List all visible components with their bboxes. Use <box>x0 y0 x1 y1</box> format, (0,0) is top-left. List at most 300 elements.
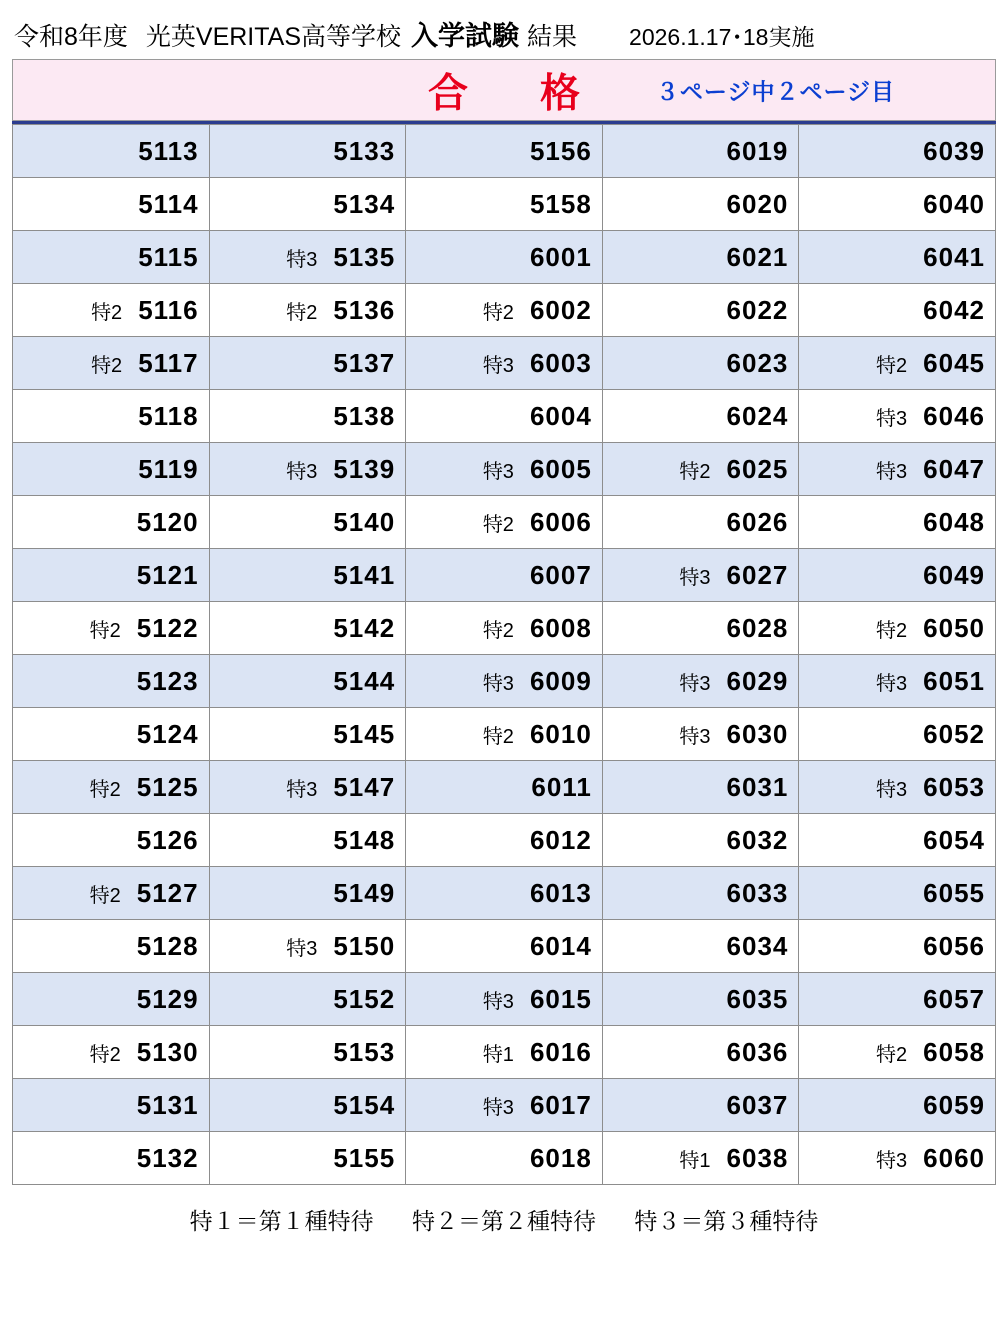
scholarship-tag: 特3 <box>286 937 318 960</box>
table-cell <box>209 1079 406 1132</box>
table-cell <box>799 708 996 761</box>
examinee-number: 6050 <box>923 612 985 643</box>
table-cell <box>799 655 996 708</box>
examinee-number: 6057 <box>923 983 985 1014</box>
examinee-number: 6018 <box>529 1142 592 1173</box>
table-cell <box>602 973 799 1026</box>
table-cell <box>799 284 996 337</box>
examinee-number: 5133 <box>333 135 396 166</box>
examinee-entry <box>799 348 995 379</box>
header-era: 令和8年度 <box>14 23 128 51</box>
examinee-entry <box>406 348 602 379</box>
table-cell <box>13 761 210 814</box>
table-cell <box>799 231 996 284</box>
examinee-entry <box>603 772 799 803</box>
examinee-entry <box>406 878 602 909</box>
examinee-entry <box>210 825 406 856</box>
examinee-number: 5149 <box>333 877 396 908</box>
examinee-entry <box>210 1037 406 1068</box>
table-cell <box>209 602 406 655</box>
examinee-entry <box>406 931 602 962</box>
table-cell <box>602 496 799 549</box>
table-row <box>13 602 996 655</box>
scholarship-tag: 特3 <box>876 778 908 801</box>
examinee-number: 6023 <box>726 347 789 378</box>
examinee-entry <box>13 560 209 591</box>
table-cell <box>799 337 996 390</box>
table-cell <box>602 814 799 867</box>
table-cell <box>799 920 996 973</box>
table-row <box>13 1079 996 1132</box>
examinee-entry <box>799 719 995 750</box>
examinee-entry <box>13 507 209 538</box>
table-row <box>13 867 996 920</box>
examinee-number: 6060 <box>923 1142 985 1173</box>
scholarship-tag: 特2 <box>876 354 908 377</box>
examinee-number: 6003 <box>529 347 592 378</box>
table-cell <box>799 443 996 496</box>
examinee-number: 6055 <box>923 877 985 908</box>
examinee-entry <box>603 242 799 273</box>
table-cell <box>406 443 603 496</box>
examinee-number: 5121 <box>136 559 199 590</box>
examinee-entry <box>799 613 995 644</box>
table-cell <box>799 602 996 655</box>
examinee-number: 5120 <box>136 506 199 537</box>
table-cell <box>209 920 406 973</box>
table-row <box>13 708 996 761</box>
examinee-number: 5142 <box>333 612 396 643</box>
examinee-number: 5150 <box>333 930 396 961</box>
table-cell <box>602 125 799 178</box>
table-cell <box>406 1026 603 1079</box>
examinee-number: 6051 <box>923 665 985 696</box>
scholarship-tag: 特3 <box>876 460 908 483</box>
examinee-entry <box>13 666 209 697</box>
examinee-number: 6019 <box>726 135 789 166</box>
examinee-number: 6022 <box>726 294 789 325</box>
examinee-number: 6001 <box>529 241 592 272</box>
pass-title-band <box>12 59 996 121</box>
examinee-number: 6038 <box>726 1142 789 1173</box>
examinee-number: 5124 <box>136 718 199 749</box>
examinee-number: 6049 <box>923 559 985 590</box>
examinee-number: 6040 <box>923 188 985 219</box>
examinee-entry <box>210 613 406 644</box>
examinee-number: 5115 <box>138 241 199 272</box>
table-row <box>13 231 996 284</box>
examinee-number: 5154 <box>333 1089 396 1120</box>
table-cell <box>13 337 210 390</box>
examinee-number: 5158 <box>529 188 592 219</box>
examinee-entry <box>603 401 799 432</box>
table-row <box>13 1132 996 1185</box>
table-row <box>13 496 996 549</box>
examinee-entry <box>13 1090 209 1121</box>
examinee-number: 5145 <box>333 718 396 749</box>
table-cell <box>602 390 799 443</box>
examinee-number: 5140 <box>333 506 396 537</box>
examinee-number: 5131 <box>136 1089 199 1120</box>
examinee-number: 6012 <box>529 824 592 855</box>
examinee-number: 6056 <box>923 930 985 961</box>
table-cell <box>602 1026 799 1079</box>
table-row <box>13 655 996 708</box>
examinee-entry <box>603 666 799 697</box>
examinee-entry <box>210 189 406 220</box>
table-cell <box>602 1079 799 1132</box>
table-row <box>13 549 996 602</box>
examinee-entry <box>799 560 995 591</box>
table-cell <box>13 867 210 920</box>
table-cell <box>602 920 799 973</box>
examinee-entry <box>406 1037 602 1068</box>
header-school-name: 光英VERITAS高等学校 <box>145 23 402 51</box>
table-row <box>13 443 996 496</box>
examinee-entry <box>799 931 995 962</box>
examinee-entry <box>210 454 406 485</box>
table-cell <box>602 708 799 761</box>
table-cell <box>799 814 996 867</box>
table-cell <box>406 973 603 1026</box>
examinee-number: 5141 <box>333 559 396 590</box>
table-cell <box>799 1132 996 1185</box>
table-cell <box>209 655 406 708</box>
examinee-entry <box>13 613 209 644</box>
table-cell <box>13 390 210 443</box>
scholarship-tag: 特2 <box>91 354 123 377</box>
table-cell <box>13 549 210 602</box>
examinee-number: 6014 <box>529 930 592 961</box>
examinee-entry <box>799 401 995 432</box>
table-row <box>13 814 996 867</box>
scholarship-tag: 特3 <box>286 460 318 483</box>
examinee-number: 5152 <box>333 983 396 1014</box>
examinee-entry <box>799 136 995 167</box>
table-cell <box>602 443 799 496</box>
examinee-number: 5138 <box>333 400 396 431</box>
examinee-entry <box>799 1143 995 1174</box>
table-row <box>13 125 996 178</box>
table-cell <box>406 655 603 708</box>
scholarship-tag: 特2 <box>876 619 908 642</box>
examinee-number: 5144 <box>333 665 396 696</box>
examinee-number: 6002 <box>529 294 592 325</box>
examinee-entry <box>603 454 799 485</box>
examinee-entry <box>13 984 209 1015</box>
examinee-entry <box>406 560 602 591</box>
result-table-wrapper <box>12 121 996 1185</box>
examinee-number: 6008 <box>529 612 592 643</box>
header-result-label: 結果 <box>527 23 578 51</box>
examinee-entry <box>13 401 209 432</box>
table-cell <box>406 337 603 390</box>
header-exam-label: 入学試験 <box>411 21 520 51</box>
table-cell <box>799 761 996 814</box>
examinee-entry <box>406 1143 602 1174</box>
scholarship-tag: 特2 <box>482 301 514 324</box>
examinee-entry <box>13 242 209 273</box>
page-header <box>0 0 1008 59</box>
examinee-entry <box>799 984 995 1015</box>
examinee-entry <box>799 772 995 803</box>
examinee-entry <box>406 772 602 803</box>
examinee-number: 6020 <box>726 188 789 219</box>
table-cell <box>406 1132 603 1185</box>
scholarship-tag: 特3 <box>482 1096 514 1119</box>
examinee-number: 5114 <box>138 188 199 219</box>
examinee-entry <box>603 189 799 220</box>
examinee-number: 5155 <box>333 1142 396 1173</box>
table-cell <box>602 337 799 390</box>
examinee-number: 6053 <box>923 771 985 802</box>
examinee-number: 6045 <box>923 347 985 378</box>
scholarship-tag: 特3 <box>876 407 908 430</box>
examinee-entry <box>603 984 799 1015</box>
examinee-entry <box>406 984 602 1015</box>
examinee-entry <box>13 1037 209 1068</box>
table-cell <box>13 496 210 549</box>
table-cell <box>13 284 210 337</box>
examinee-number: 5135 <box>333 241 396 272</box>
table-cell <box>799 549 996 602</box>
table-row <box>13 337 996 390</box>
examinee-number: 6016 <box>529 1036 592 1067</box>
table-cell <box>602 867 799 920</box>
examinee-number: 5122 <box>136 612 199 643</box>
examinee-entry <box>210 984 406 1015</box>
table-cell <box>209 1026 406 1079</box>
examinee-number: 5134 <box>333 188 396 219</box>
table-cell <box>406 231 603 284</box>
scholarship-tag: 特2 <box>89 884 121 907</box>
scholarship-tag: 特3 <box>286 778 318 801</box>
scholarship-tag: 特3 <box>679 672 711 695</box>
examinee-entry <box>406 613 602 644</box>
table-cell <box>799 496 996 549</box>
examinee-entry <box>406 1090 602 1121</box>
scholarship-tag: 特1 <box>482 1043 514 1066</box>
table-cell <box>602 761 799 814</box>
scholarship-tag: 特3 <box>482 672 514 695</box>
table-cell <box>209 496 406 549</box>
examinee-entry <box>13 454 209 485</box>
legend-footer <box>0 1203 1008 1236</box>
scholarship-tag: 特3 <box>876 1149 908 1172</box>
table-cell <box>406 549 603 602</box>
examinee-number: 6009 <box>529 665 592 696</box>
table-cell <box>406 602 603 655</box>
examinee-entry <box>210 348 406 379</box>
examinee-entry <box>406 454 602 485</box>
table-cell <box>209 178 406 231</box>
examinee-number: 6052 <box>923 718 985 749</box>
examinee-number: 5119 <box>138 453 199 484</box>
table-cell <box>209 973 406 1026</box>
scholarship-tag: 特2 <box>91 301 123 324</box>
examinee-number: 6034 <box>726 930 789 961</box>
examinee-number: 6010 <box>529 718 592 749</box>
examinee-entry <box>406 242 602 273</box>
table-cell <box>799 1026 996 1079</box>
table-cell <box>602 284 799 337</box>
examinee-entry <box>406 666 602 697</box>
examinee-number: 5123 <box>136 665 199 696</box>
scholarship-tag: 特3 <box>482 460 514 483</box>
table-cell <box>602 655 799 708</box>
examinee-number: 6026 <box>726 506 789 537</box>
examinee-entry <box>799 1037 995 1068</box>
examinee-entry <box>13 931 209 962</box>
table-cell <box>209 867 406 920</box>
table-cell <box>209 814 406 867</box>
examinee-number: 6005 <box>529 453 592 484</box>
examinee-number: 5117 <box>138 347 199 378</box>
examinee-number: 6004 <box>529 400 592 431</box>
examinee-entry <box>210 401 406 432</box>
table-row <box>13 1026 996 1079</box>
table-cell <box>406 761 603 814</box>
table-cell <box>602 231 799 284</box>
examinee-entry <box>406 507 602 538</box>
scholarship-tag: 特3 <box>679 566 711 589</box>
table-cell <box>406 390 603 443</box>
examinee-number: 6037 <box>726 1089 789 1120</box>
table-cell <box>13 655 210 708</box>
table-cell <box>799 390 996 443</box>
scholarship-tag: 特1 <box>679 1149 711 1172</box>
examinee-number: 6046 <box>923 400 985 431</box>
examinee-entry <box>799 1090 995 1121</box>
examinee-number: 6006 <box>529 506 592 537</box>
examinee-entry <box>13 295 209 326</box>
table-cell <box>13 178 210 231</box>
table-cell <box>209 231 406 284</box>
table-cell <box>799 178 996 231</box>
table-cell <box>406 708 603 761</box>
examinee-number: 6033 <box>726 877 789 908</box>
examinee-entry <box>799 189 995 220</box>
scholarship-tag: 特2 <box>482 513 514 536</box>
scholarship-tag: 特2 <box>286 301 318 324</box>
examinee-number: 6054 <box>923 824 985 855</box>
examinee-number: 6015 <box>529 983 592 1014</box>
examinee-number: 6013 <box>529 877 592 908</box>
table-cell <box>209 284 406 337</box>
table-cell <box>13 602 210 655</box>
examinee-number: 6021 <box>726 241 789 272</box>
examinee-entry <box>210 560 406 591</box>
examinee-number: 6059 <box>923 1089 985 1120</box>
table-cell <box>13 1079 210 1132</box>
table-cell <box>209 125 406 178</box>
scholarship-tag: 特2 <box>89 778 121 801</box>
examinee-entry <box>210 666 406 697</box>
table-cell <box>13 1132 210 1185</box>
table-cell <box>406 1079 603 1132</box>
examinee-number: 6011 <box>531 771 592 802</box>
examinee-entry <box>603 1143 799 1174</box>
examinee-number: 5116 <box>138 294 199 325</box>
examinee-entry <box>210 878 406 909</box>
table-cell <box>799 125 996 178</box>
scholarship-tag: 特3 <box>482 990 514 1013</box>
examinee-number: 6048 <box>923 506 985 537</box>
table-cell <box>209 337 406 390</box>
examinee-entry <box>603 878 799 909</box>
scholarship-tag: 特3 <box>679 725 711 748</box>
examinee-number: 6024 <box>726 400 789 431</box>
table-cell <box>602 178 799 231</box>
examinee-entry <box>210 136 406 167</box>
examinee-number: 5127 <box>136 877 199 908</box>
examinee-entry <box>13 136 209 167</box>
examinee-number: 5125 <box>136 771 199 802</box>
table-cell <box>13 443 210 496</box>
table-row <box>13 973 996 1026</box>
table-cell <box>209 761 406 814</box>
examinee-entry <box>603 1090 799 1121</box>
examinee-number: 6028 <box>726 612 789 643</box>
table-cell <box>13 814 210 867</box>
examinee-entry <box>406 136 602 167</box>
examinee-number: 5139 <box>333 453 396 484</box>
table-cell <box>799 973 996 1026</box>
examinee-entry <box>210 242 406 273</box>
scholarship-tag: 特2 <box>482 619 514 642</box>
examinee-number: 6032 <box>726 824 789 855</box>
examinee-number: 5136 <box>333 294 396 325</box>
table-cell <box>13 973 210 1026</box>
examinee-number: 6047 <box>923 453 985 484</box>
table-cell <box>406 125 603 178</box>
examinee-entry <box>13 719 209 750</box>
table-cell <box>602 1132 799 1185</box>
examinee-number: 6025 <box>726 453 789 484</box>
examinee-entry <box>13 878 209 909</box>
page-indicator: ３ページ中２ページ目 <box>655 78 895 105</box>
examinee-number: 6036 <box>726 1036 789 1067</box>
table-cell <box>406 814 603 867</box>
examinee-entry <box>13 1143 209 1174</box>
examinee-number: 5132 <box>136 1142 199 1173</box>
examinee-entry <box>603 1037 799 1068</box>
legend-tokutai-3: 特３＝第３種特待 <box>634 1208 819 1234</box>
table-cell <box>209 708 406 761</box>
examinee-entry <box>799 507 995 538</box>
table-cell <box>406 867 603 920</box>
examinee-entry <box>13 348 209 379</box>
examinee-entry <box>210 772 406 803</box>
examinee-number: 6058 <box>923 1036 985 1067</box>
examinee-entry <box>13 189 209 220</box>
examinee-entry <box>13 772 209 803</box>
examinee-number: 6042 <box>923 294 985 325</box>
table-cell <box>406 920 603 973</box>
examinee-entry <box>210 507 406 538</box>
examinee-number: 5126 <box>136 824 199 855</box>
table-cell <box>13 231 210 284</box>
examinee-number: 6017 <box>529 1089 592 1120</box>
legend-tokutai-2: 特２＝第２種特待 <box>412 1208 596 1234</box>
examinee-number: 5129 <box>136 983 199 1014</box>
examinee-entry <box>406 401 602 432</box>
examinee-number: 5128 <box>136 930 199 961</box>
scholarship-tag: 特3 <box>876 672 908 695</box>
examinee-entry <box>406 719 602 750</box>
header-exam-date: 2026.1.17･18実施 <box>629 24 815 50</box>
table-row <box>13 920 996 973</box>
